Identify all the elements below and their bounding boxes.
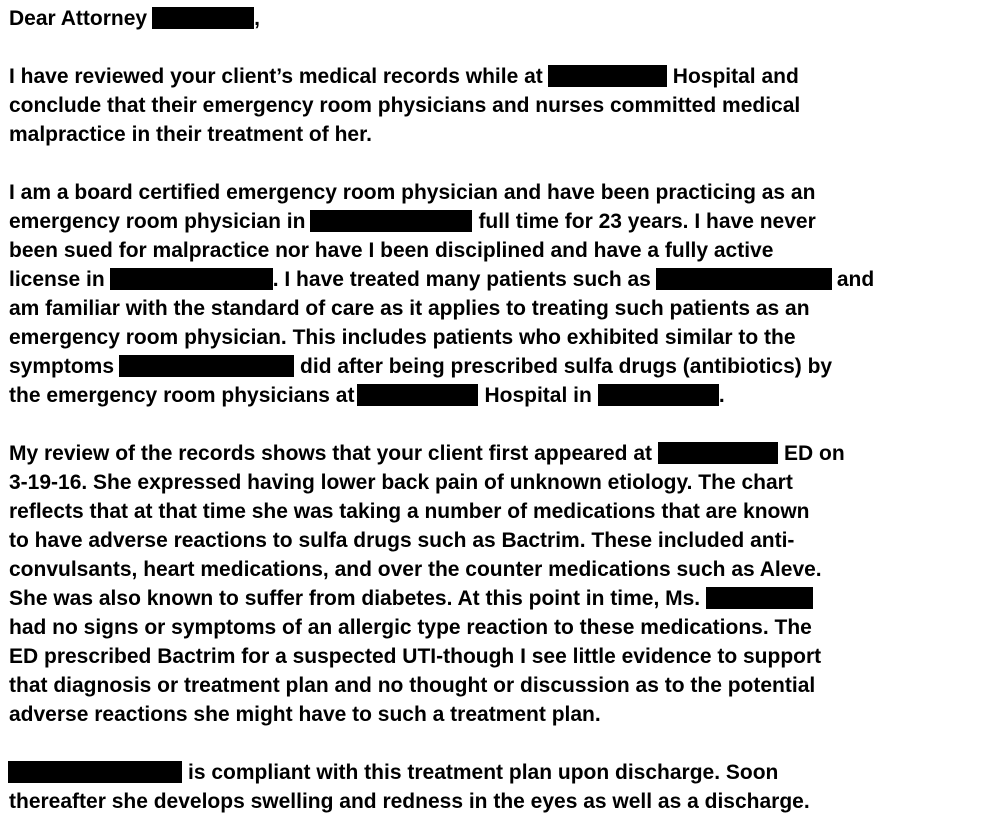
p3-line: 3-19-16. She expressed having lower back pain of unknown etiology. The chart: [9, 471, 793, 494]
redaction-bar: [598, 384, 719, 406]
p2-line-text: .: [718, 384, 725, 407]
p3-line: that diagnosis or treatment plan and no thought or discussion as to the potential: [9, 674, 816, 697]
letter-document: [9, 4, 984, 816]
salutation: [9, 4, 984, 33]
p3-line-text: She was also known to suffer from diabetes. At this point in time, Ms.: [9, 587, 701, 610]
p2-line-text: Hospital in: [484, 384, 592, 407]
p2-line-text: . I have treated many patients such as: [272, 268, 651, 291]
p1-line: [9, 62, 984, 91]
p2-line-text: emergency room physician in: [9, 210, 306, 233]
p2-line: [9, 352, 984, 381]
salutation-text: Dear Attorney: [9, 7, 148, 30]
redaction-bar: [656, 268, 832, 290]
p2-line-text: and: [836, 268, 875, 291]
p2-line: [9, 381, 984, 410]
redaction-bar: [152, 7, 254, 29]
redaction-bar: [548, 65, 667, 87]
paragraph-gap: [9, 149, 984, 178]
p2-line: I am a board certified emergency room physician and have been practicing as an: [9, 181, 816, 204]
redaction-bar: [110, 268, 273, 290]
p2-line: been sued for malpractice nor have I been disciplined and have a fully active: [9, 239, 774, 262]
p3-line: had no signs or symptoms of an allergic type reaction to these medications. The: [9, 616, 812, 639]
redaction-bar: [357, 384, 478, 406]
redaction-bar: [310, 210, 472, 232]
p3-line: [9, 439, 984, 468]
p2-line-text: did after being prescribed sulfa drugs (antibiotics) by: [300, 355, 833, 378]
redaction-bar: [658, 442, 778, 464]
p3-line-text: My review of the records shows that your client first appeared at: [9, 442, 653, 465]
redaction-bar: [706, 587, 813, 609]
redaction-bar: [8, 761, 182, 783]
p1-line-text: Hospital and: [672, 65, 799, 88]
p2-line: emergency room physician. This includes patients who exhibited similar to the: [9, 326, 796, 349]
p1-line-text: I have reviewed your client’s medical records while at: [9, 65, 543, 88]
paragraph-gap: [9, 33, 984, 62]
paragraph-gap: [9, 410, 984, 439]
p3-line: to have adverse reactions to sulfa drugs such as Bactrim. These included anti-: [9, 529, 795, 552]
p2-line: am familiar with the standard of care as it applies to treating such patients as an: [9, 297, 810, 320]
p4-line: thereafter she develops swelling and redness in the eyes as well as a discharge.: [9, 790, 810, 813]
p4-line: [9, 758, 984, 787]
p3-line: reflects that at that time she was taking a number of medications that are known: [9, 500, 810, 523]
p3-line: convulsants, heart medications, and over the counter medications such as Aleve.: [9, 558, 822, 581]
p3-line: adverse reactions she might have to such a treatment plan.: [9, 703, 601, 726]
paragraph-gap: [9, 729, 984, 758]
p1-line: conclude that their emergency room physicians and nurses committed medical: [9, 94, 801, 117]
p2-line: [9, 207, 984, 236]
redaction-bar: [119, 355, 294, 377]
p3-line: [9, 584, 984, 613]
p2-line-text: symptoms: [9, 355, 115, 378]
salutation-comma: ,: [254, 7, 260, 30]
p2-line-text: the emergency room physicians at: [9, 384, 355, 407]
p2-line-text: full time for 23 years. I have never: [478, 210, 816, 233]
p4-line-text: is compliant with this treatment plan upon discharge. Soon: [188, 761, 779, 784]
p1-line: malpractice in their treatment of her.: [9, 123, 372, 146]
p3-line: ED prescribed Bactrim for a suspected UTI-though I see little evidence to support: [9, 645, 822, 668]
p2-line-text: license in: [9, 268, 105, 291]
p2-line: [9, 265, 984, 294]
p3-line-text: ED on: [784, 442, 845, 465]
